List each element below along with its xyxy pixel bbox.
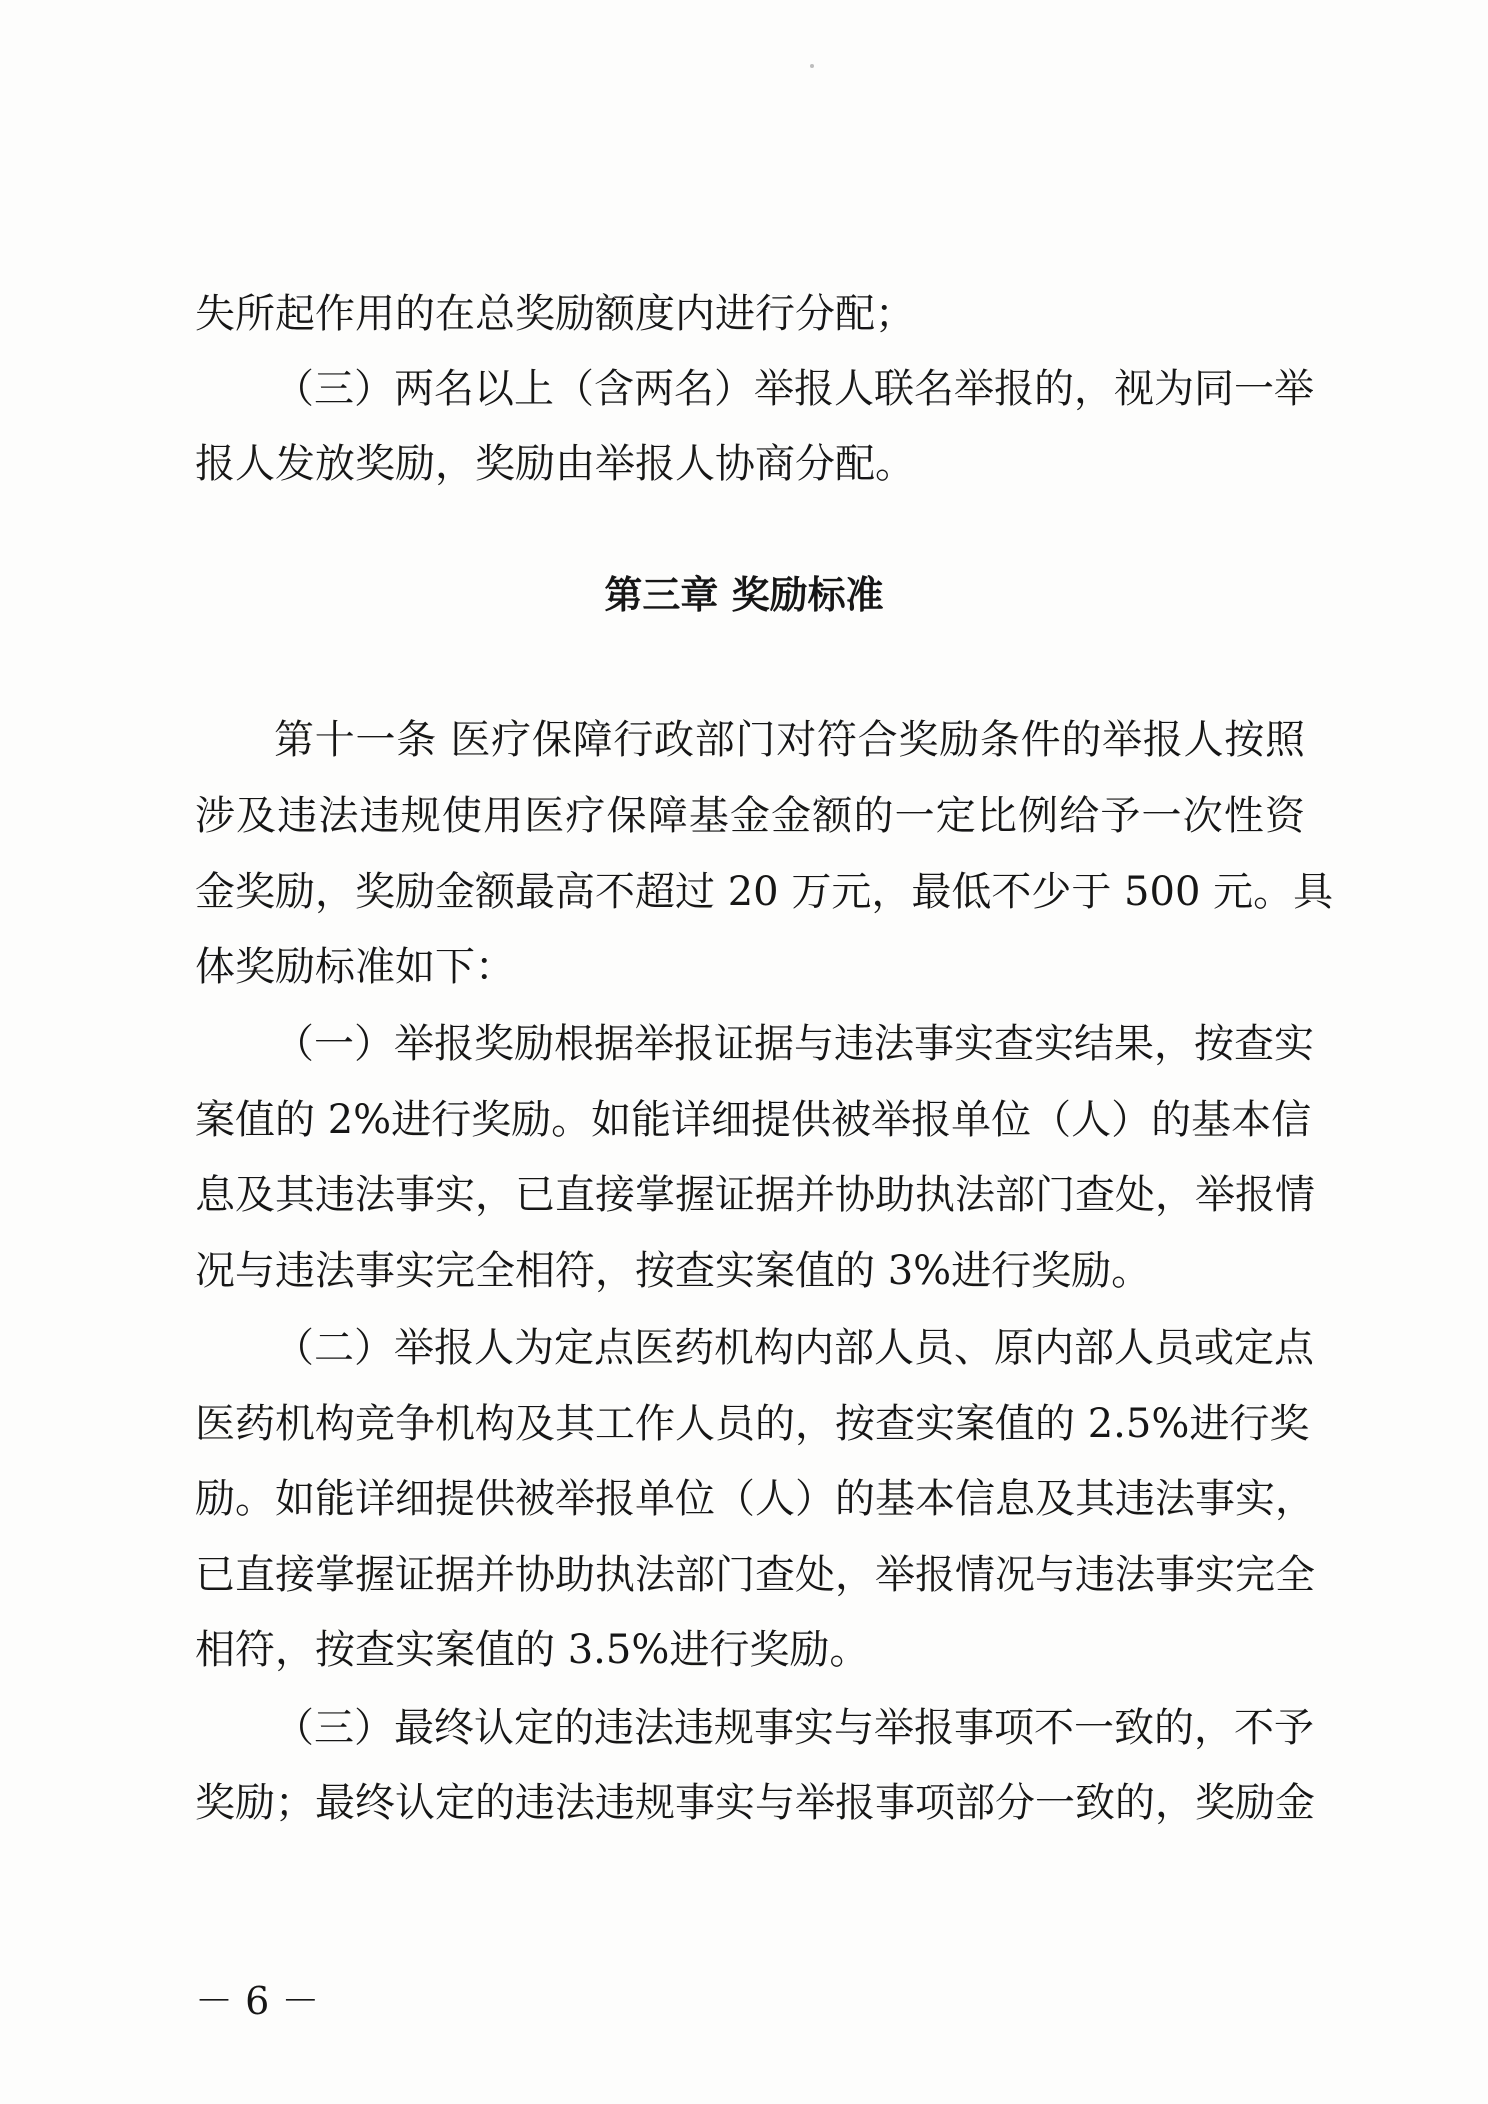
- item-three-joint-line-1: （三）两名以上（含两名）举报人联名举报的，视为同一举: [274, 366, 1314, 412]
- clause-2-line-4: 已直接掌握证据并协助执法部门查处，举报情况与违法事实完全: [195, 1552, 1315, 1598]
- clause-2-line-1: （二）举报人为定点医药机构内部人员、原内部人员或定点: [274, 1325, 1314, 1371]
- clause-3-line-1: （三）最终认定的违法违规事实与举报事项不一致的，不予: [274, 1705, 1314, 1751]
- clause-2-line-5: 相符，按查实案值的 3.5%进行奖励。: [195, 1627, 870, 1673]
- clause-2-line-3: 励。如能详细提供被举报单位（人）的基本信息及其违法事实，: [195, 1476, 1315, 1522]
- continuation-line: 失所起作用的在总奖励额度内进行分配；: [195, 291, 915, 337]
- scan-speck: [810, 64, 814, 68]
- clause-1-line-3: 息及其违法事实，已直接掌握证据并协助执法部门查处，举报情: [195, 1172, 1315, 1218]
- article-11-line-2: 涉及违法违规使用医疗保障基金金额的一定比例给予一次性资: [195, 793, 1305, 839]
- page-number: － 6 －: [195, 1979, 320, 2023]
- article-11-line-1: 第十一条 医疗保障行政部门对符合奖励条件的举报人按照: [274, 717, 1305, 763]
- chapter-heading: 第三章 奖励标准: [604, 573, 884, 617]
- article-11-line-3: 金奖励，奖励金额最高不超过 20 万元，最低不少于 500 元。具: [195, 869, 1334, 915]
- clause-2-line-2: 医药机构竞争机构及其工作人员的，按查实案值的 2.5%进行奖: [195, 1401, 1310, 1447]
- clause-1-line-1: （一）举报奖励根据举报证据与违法事实查实结果，按查实: [274, 1021, 1314, 1067]
- article-11-line-4: 体奖励标准如下：: [195, 944, 515, 990]
- clause-3-line-2: 奖励；最终认定的违法违规事实与举报事项部分一致的，奖励金: [195, 1780, 1315, 1826]
- clause-1-line-4: 况与违法事实完全相符，按查实案值的 3%进行奖励。: [195, 1248, 1152, 1294]
- clause-1-line-2: 案值的 2%进行奖励。如能详细提供被举报单位（人）的基本信: [195, 1097, 1312, 1143]
- item-three-joint-line-2: 报人发放奖励，奖励由举报人协商分配。: [195, 441, 915, 487]
